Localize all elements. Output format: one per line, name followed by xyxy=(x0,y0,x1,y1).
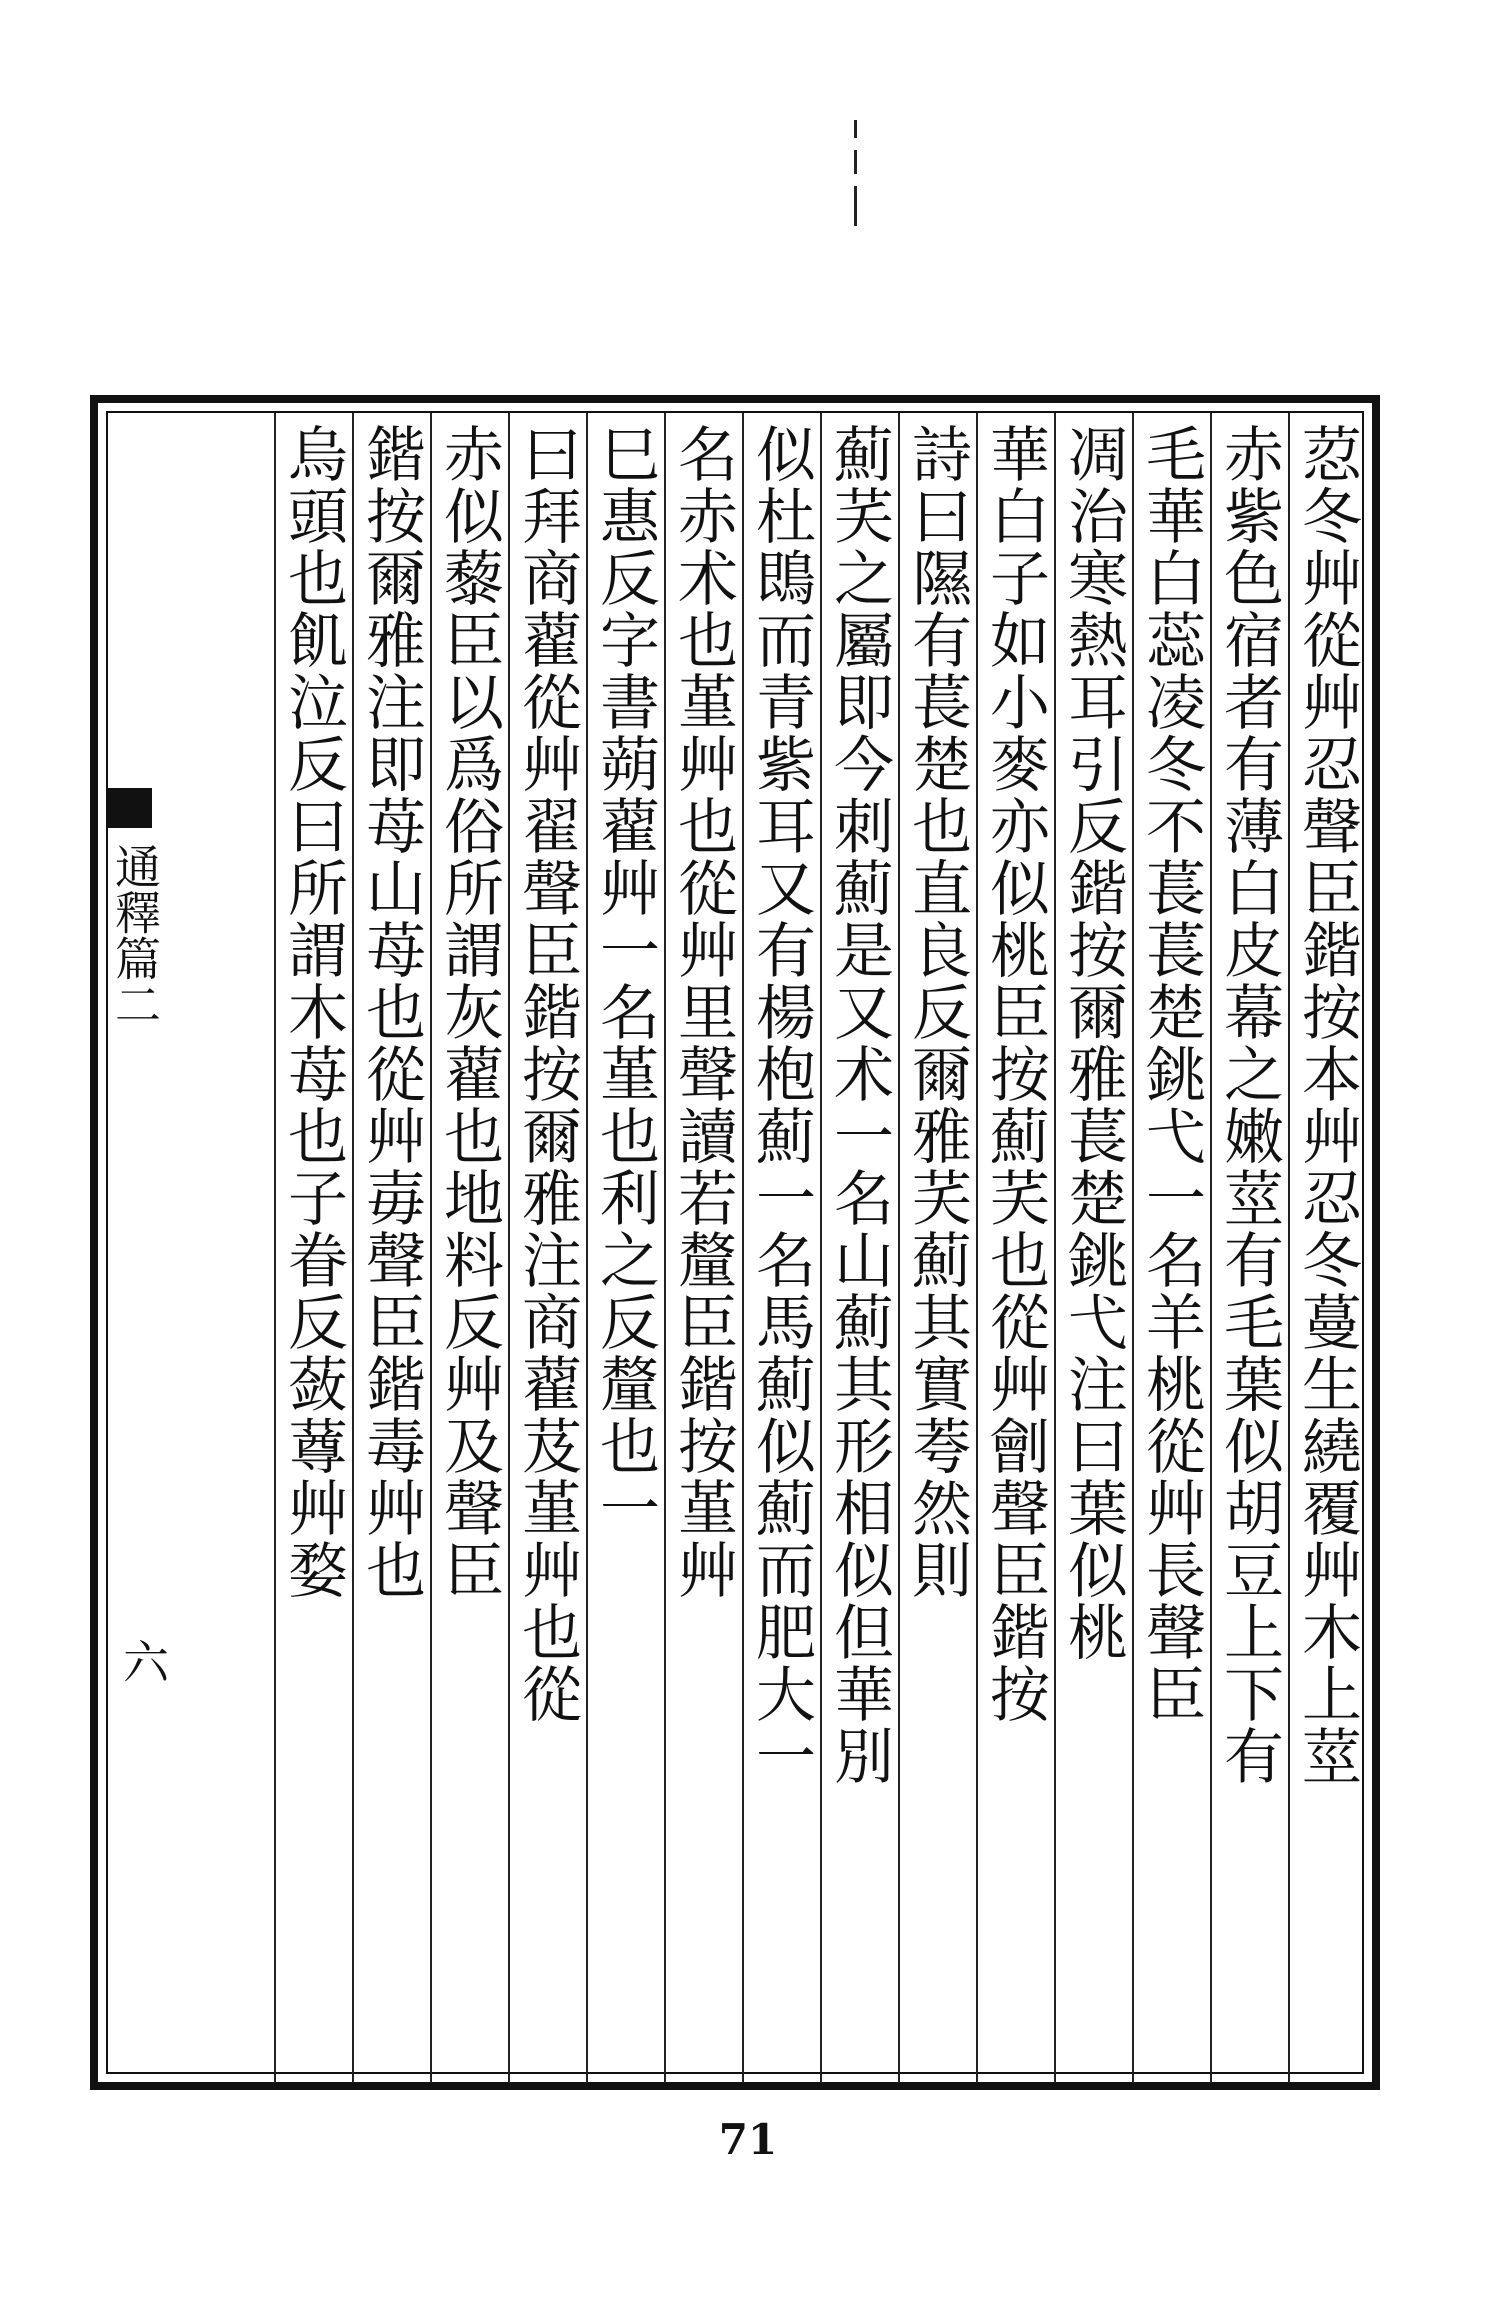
page-number: 71 xyxy=(718,2115,778,2164)
folio-number: 六 xyxy=(116,1638,170,1684)
fish-tail-mark xyxy=(106,788,152,828)
text-column-5 xyxy=(976,413,1050,2083)
text-column-6 xyxy=(898,413,972,2083)
text-column-8 xyxy=(742,413,816,2083)
text-column-7 xyxy=(820,413,894,2083)
page-heart-margin xyxy=(106,413,170,2083)
text-column-12 xyxy=(430,413,504,2083)
column-text: 毛華白蕊凌冬不萇萇楚銚弋一名羊桃從艸長聲臣 xyxy=(1136,423,1206,1725)
column-text: 華白子如小麥亦似桃臣按薊芺也從艸劊聲臣鍇按 xyxy=(980,423,1050,1725)
text-column-2 xyxy=(1210,413,1284,2083)
text-column-9 xyxy=(664,413,738,2083)
text-column-4 xyxy=(1054,413,1128,2083)
column-text: 名赤术也堇艸也從艸里聲讀若釐臣鍇按堇艸 xyxy=(668,423,738,1601)
column-text: 巳惠反字書蒴藋艸一名堇也利之反釐也一 xyxy=(590,423,660,1539)
column-text: 凋治寒熱耳引反鍇按爾雅萇楚銚弋注曰葉似桃 xyxy=(1058,423,1128,1663)
column-text: 詩曰隰有萇楚也直良反爾雅芺薊其實荂然則 xyxy=(902,423,972,1601)
column-text: 曰拜商藋從艸翟聲臣鍇按爾雅注商藋芨堇艸也從 xyxy=(512,423,582,1725)
column-text: 赤紫色宿者有薄白皮幕之嫩莖有毛葉似胡豆上下有 xyxy=(1214,423,1284,1787)
text-column-14 xyxy=(274,413,348,2083)
column-text: 似杜鵖而青紫耳又有楊枹薊一名馬薊似薊而肥大一 xyxy=(746,423,816,1787)
ink-marks xyxy=(845,120,865,280)
page-frame xyxy=(90,395,1380,2090)
banxin-title: 通釋篇二 xyxy=(108,843,162,1027)
text-column-11 xyxy=(508,413,582,2083)
column-text: 荵冬艸從艸忍聲臣鍇按本艸忍冬蔓生繞覆艸木上莖 xyxy=(1292,423,1362,1787)
column-text: 赤似藜臣以爲俗所謂灰藋也地料反艸及聲臣 xyxy=(434,423,504,1601)
text-column-13 xyxy=(352,413,426,2083)
text-column-1 xyxy=(1288,413,1362,2083)
text-column-10 xyxy=(586,413,660,2083)
column-text: 烏頭也飢泣反曰所謂木苺也子眷反蔹䔿艸婺 xyxy=(278,423,348,1601)
text-column-3 xyxy=(1132,413,1206,2083)
column-text: 薊芺之屬即今刺薊是又术一名山薊其形相似但華別 xyxy=(824,423,894,1787)
column-text: 鍇按爾雅注即苺山苺也從艸毐聲臣鍇毒艸也 xyxy=(356,423,426,1601)
